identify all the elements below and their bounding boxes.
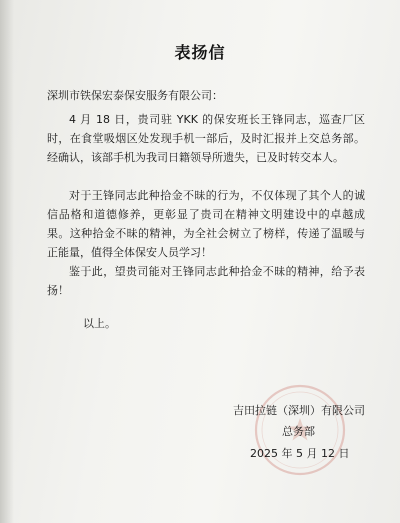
letter-paragraph-1: 4 月 18 日，贵司驻 YKK 的保安班长王锋同志，巡查厂区时，在食堂吸烟区处发现手机一部后，及时汇报并上交总务部。经确认，该部手机为我司日籍领导所遗失，已及时转交本人。 xyxy=(47,113,365,164)
letter-title: 表扬信 xyxy=(174,43,226,62)
letter-closing: 以上。 xyxy=(83,317,116,330)
letter-paragraph-2: 对于王锋同志此种拾金不昧的行为，不仅体现了其个人的诚信品格和道德修养，更彰显了贵司在精神文明建设中的卓越成果。这种拾金不昧的精神，为全社会树立了榜样，传递了温暖与正能量，值得全体保安人员学习！ xyxy=(47,189,365,259)
signature-date: 2025 年 5 月 12 日 xyxy=(250,447,350,460)
page-shadow xyxy=(0,0,14,523)
signature-department: 总务部 xyxy=(282,425,315,438)
signature-company: 吉田拉链（深圳）有限公司 xyxy=(233,404,365,417)
letter-addressee: 深圳市铁保宏泰保安服务有限公司： xyxy=(47,89,223,102)
letter-paragraph-3: 鉴于此，望贵司能对王锋同志此种拾金不昧的精神，给予表扬！ xyxy=(47,265,365,297)
